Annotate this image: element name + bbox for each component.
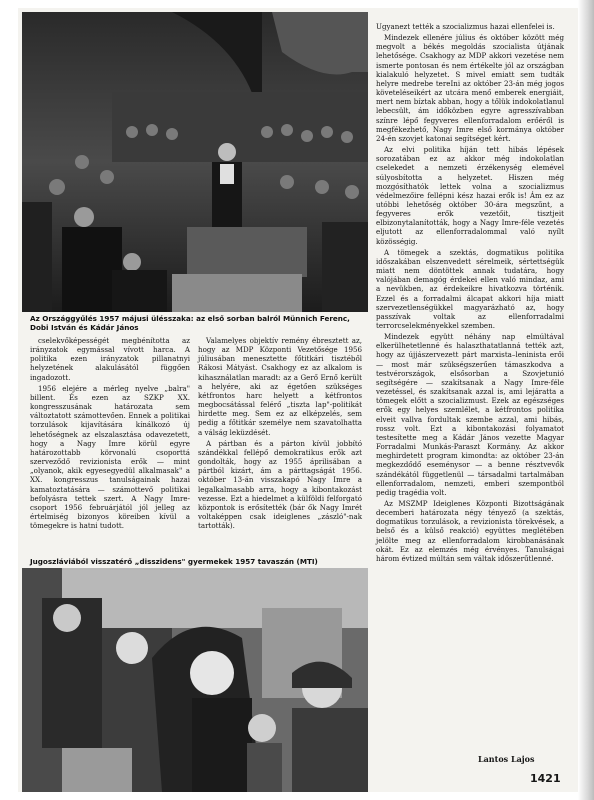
left-subcolumn-2 bbox=[198, 336, 362, 532]
paragraph: Az MSZMP Ideiglenes Központi Bizottságának decemberi határozata négy tényező (a szektás, dogmatikus torzulások, a revizionista törekvések, a belső és a külső reakció) együttes meglétében jelölte meg az ellenforradalom kirobbanásának okát. Ez az elemzés még érvényes. Tanulságai három évtized múltán sem váltak időszerűtlenné. bbox=[376, 498, 564, 563]
paragraph: cselekvőképességét megbénította az irányzatok egymással vívott harca. A politika ezen irányzatok pillanatnyi helyzetének alakulásától függően ingadozott. bbox=[30, 336, 190, 382]
paragraph: 1956 elejére a mérleg nyelve „balra" billent. És ezen az SZKP XX. kongresszusának határozata sem változtatott számottevően. Ennek a politikai torzulások kijavítására kínálkozó új lehetőségnek az elszalasztása odavezetett, hogy a Nagy Imre körül egyre határozottabb körvonalú csoporttá szerveződő revizionista erők — mint „olyanok, akik egyesegyedül alkalmasak" a XX. kongresszus tanulságainak hazai kamatoztatására — számottevő politikai befolyásra tettek szert. A Nagy Imre-csoport 1956 februárjától jól jelleg az értelmiség bizonyos köreiben kívül a tömegekre is hatni tudott. bbox=[30, 383, 190, 531]
top-photo-caption: Az Országgyűlés 1957 májusi ülésszaka: az első sorban balról Münnich Ferenc, Dobi István és Kádár János bbox=[30, 314, 350, 332]
children-photo bbox=[22, 568, 368, 792]
paragraph: Ugyanezt tették a szocializmus hazai ellenfelei is. bbox=[376, 22, 555, 31]
parliament-photo bbox=[22, 12, 368, 312]
paragraph: Mindezek együtt néhány nap elmúltával elkerülhetetlenné és halaszthatatlanná tették azt, hogy az újjászervezett párt marxista–leninista erői — most már szükségszerűen támaszkodva a testvérországok, elsősorban a Szovjetunió segítségére — szakítsanak a Nagy Imre-féle vezetéssel, és szakítsanak azzal is, ami lejáratta a tömegek előtt a szocializmust. Ezek az egészséges erők egy helyes szemlélet, a kétfrontos politika elveit vallva fordultak szembe azzal, ami hibás, rossz volt. Ezt a kibontakozási folyamatot testesítette meg a Kádár János vezette Magyar Forradalmi Munkás-Paraszt Kormány. Az akkor meghirdetett program kimondta: az október 23-án megkezdődő eseménysor — a benne résztvevők szándékától függetlenül — társadalmi tartalmában ellenforradalom, nemzeti, emberi szempontból pedig tragédia volt. bbox=[376, 332, 564, 497]
paragraph: A pártban és a párton kívül jobbító szándékkal fellépő demokratikus erők azt gondolták, hogy az 1955 áprilisában a pártból kizárt, ám a párttagságát 1956. október 13-án visszakapó Nagy Imre a legalkalmasabb arra, hogy a kibontakozást vezesse. Ezt a hiedelmet a külföldi felforgató központok is erősítették (bár ők Nagy Imrét voltaképpen csak ideiglenes „zászló"-nak tartották). bbox=[198, 438, 362, 531]
paragraph: Az elvi politika híján tett hibás lépések sorozatában ez az akkor még indokolatlan cselekedet a nemzeti érzékenység elemével súlyosbította a helyzetet. Hiszen még mozgósíthatók lettek volna a szocializmus védelmezőire fellépni kész hazai erők is! Ám ez az utóbbi lehetőség október 30-ára megszűnt, a fegyveres erők vezetőit, tisztjeit elbizonytalanították, hogy a Nagy Imre-féle vezetés eljutott az ellenforradalommal való nyílt közösségig. bbox=[376, 145, 564, 246]
paragraph: Valamelyes objektív remény ébresztett az, hogy az MDP Központi Vezetősége 1956 júliusában menesztette főtitkári tisztéből Rákosi Mátyást. Csakhogy ez az alkalom is kihasználatlan maradt: az a Gerő Ernő került a helyére, aki az égetően szükséges kétfrontos harc helyett a kétfrontos megbocsátással felérő „tiszta lap"-politikát hirdette meg. Sem ez az elképzelés, sem pedig a főtitkár személye nem szavatolhatta a válság leküzdését. bbox=[198, 336, 362, 437]
left-subcolumn-1 bbox=[30, 336, 190, 532]
page-margin-left bbox=[0, 0, 18, 800]
page-shadow-edge bbox=[578, 0, 594, 800]
author-signature: Lantos Lajos bbox=[478, 754, 535, 764]
page-number: 1421 bbox=[530, 772, 561, 785]
right-column bbox=[376, 22, 564, 565]
paragraph: A tömegek a szektás, dogmatikus politika időszakában elszenvedett sérelmeik, sértettségük miatt nem döntöttek annak tudatára, hogy valójában demagóg érdekei ellen való mindaz, ami a nevükben, az érdekeikre hivatkozva történik. Ezzel és a forradalmi álcapat akkori híja miatt szervezetlenségükkel magyarázható az, hogy passzívak voltak az ellenforradalmi terrorcselekményekkel szemben. bbox=[376, 247, 564, 330]
paragraph: Mindezek ellenére július és október között még megvolt a békés megoldás szocialista útjának lehetősége. Csakhogy az MDP akkori vezetése nem ismerte pontosan és nem értékelte jól az országban kialakuló helyzetet. S mivel emiatt sem tudták helyre medrebe tereIni az október 23-án még jogos követeléseikért az utcára menő emberek energiáit, mert nem bíztak abban, hogy a tőlük indokolatlanul lebecsült, ám időközben egyre agresszívabban színre lépő fegyveres ellenforradalom erőéről is megfékezhető, Nagy Imre első kormánya október 24-én szovjet katonai segítséget kért. bbox=[376, 33, 564, 143]
bottom-photo-caption: Jugoszláviából visszatérő „disszidens" gyermekek 1957 tavaszán (MTI) bbox=[30, 557, 318, 566]
magazine-page bbox=[18, 8, 578, 792]
